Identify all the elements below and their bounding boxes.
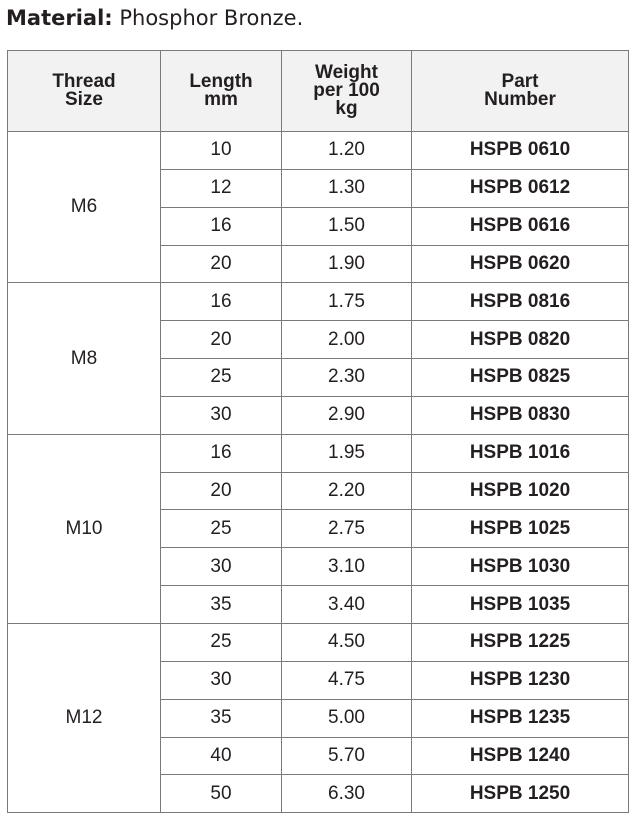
- part-number-cell: HSPB 1230: [412, 661, 629, 699]
- part-number-cell: HSPB 0825: [412, 359, 629, 397]
- part-number-cell: HSPB 1016: [412, 434, 629, 472]
- header-weight-line: Weight: [315, 62, 378, 83]
- length-cell: 10: [161, 132, 282, 170]
- part-number-cell: HSPB 0820: [412, 321, 629, 359]
- part-number-cell: HSPB 0816: [412, 283, 629, 321]
- table-row: [8, 434, 629, 472]
- length-cell: 16: [161, 283, 282, 321]
- header-weight-line: per 100: [313, 80, 380, 101]
- length-cell: 50: [161, 775, 282, 813]
- header-weight: [282, 51, 412, 132]
- weight-cell: 1.75: [282, 283, 412, 321]
- weight-cell: 1.95: [282, 434, 412, 472]
- weight-cell: 3.40: [282, 586, 412, 624]
- header-length-line: mm: [204, 89, 238, 110]
- part-number-cell: HSPB 1035: [412, 586, 629, 624]
- weight-cell: 2.20: [282, 472, 412, 510]
- header-thread-size-line: Thread: [52, 71, 116, 92]
- length-cell: 25: [161, 510, 282, 548]
- length-cell: 16: [161, 207, 282, 245]
- weight-cell: 2.30: [282, 359, 412, 397]
- part-number-cell: HSPB 0612: [412, 169, 629, 207]
- part-number-cell: HSPB 0830: [412, 396, 629, 434]
- length-cell: 20: [161, 245, 282, 283]
- length-cell: 25: [161, 359, 282, 397]
- weight-cell: 5.70: [282, 737, 412, 775]
- length-cell: 35: [161, 586, 282, 624]
- header-length-line: Length: [189, 71, 253, 92]
- weight-cell: 2.00: [282, 321, 412, 359]
- thread-size-cell: M6: [8, 132, 161, 283]
- header-part-number-line: Number: [484, 89, 556, 110]
- part-number-cell: HSPB 1030: [412, 548, 629, 586]
- part-number-cell: HSPB 1240: [412, 737, 629, 775]
- table-row: [8, 623, 629, 661]
- material-value: Phosphor Bronze.: [119, 6, 304, 30]
- header-row: [8, 51, 629, 132]
- weight-cell: 1.90: [282, 245, 412, 283]
- weight-cell: 1.50: [282, 207, 412, 245]
- part-number-cell: HSPB 1025: [412, 510, 629, 548]
- part-number-cell: HSPB 1250: [412, 775, 629, 813]
- length-cell: 30: [161, 548, 282, 586]
- part-number-cell: HSPB 0620: [412, 245, 629, 283]
- length-cell: 25: [161, 623, 282, 661]
- weight-cell: 1.30: [282, 169, 412, 207]
- weight-cell: 6.30: [282, 775, 412, 813]
- part-number-cell: HSPB 1020: [412, 472, 629, 510]
- weight-cell: 2.75: [282, 510, 412, 548]
- weight-cell: 5.00: [282, 699, 412, 737]
- length-cell: 35: [161, 699, 282, 737]
- weight-cell: 3.10: [282, 548, 412, 586]
- length-cell: 20: [161, 321, 282, 359]
- part-number-cell: HSPB 0610: [412, 132, 629, 170]
- header-weight-line: kg: [335, 98, 358, 119]
- weight-cell: 4.50: [282, 623, 412, 661]
- part-number-cell: HSPB 1235: [412, 699, 629, 737]
- table-body: [8, 132, 629, 813]
- thread-size-cell: M10: [8, 434, 161, 623]
- length-cell: 30: [161, 661, 282, 699]
- header-part-number: [412, 51, 629, 132]
- table-row: [8, 132, 629, 170]
- spec-table: [7, 50, 629, 813]
- weight-cell: 4.75: [282, 661, 412, 699]
- header-part-number-line: Part: [501, 71, 539, 92]
- header-length: [161, 51, 282, 132]
- length-cell: 40: [161, 737, 282, 775]
- material-label: Material:: [6, 6, 113, 30]
- part-number-cell: HSPB 0616: [412, 207, 629, 245]
- length-cell: 12: [161, 169, 282, 207]
- part-number-cell: HSPB 1225: [412, 623, 629, 661]
- header-thread-size-line: Size: [64, 89, 104, 110]
- length-cell: 16: [161, 434, 282, 472]
- thread-size-cell: M12: [8, 623, 161, 812]
- table-row: [8, 283, 629, 321]
- header-thread-size: [8, 51, 161, 132]
- length-cell: 30: [161, 396, 282, 434]
- material-line: [6, 4, 303, 32]
- weight-cell: 1.20: [282, 132, 412, 170]
- thread-size-cell: M8: [8, 283, 161, 434]
- length-cell: 20: [161, 472, 282, 510]
- weight-cell: 2.90: [282, 396, 412, 434]
